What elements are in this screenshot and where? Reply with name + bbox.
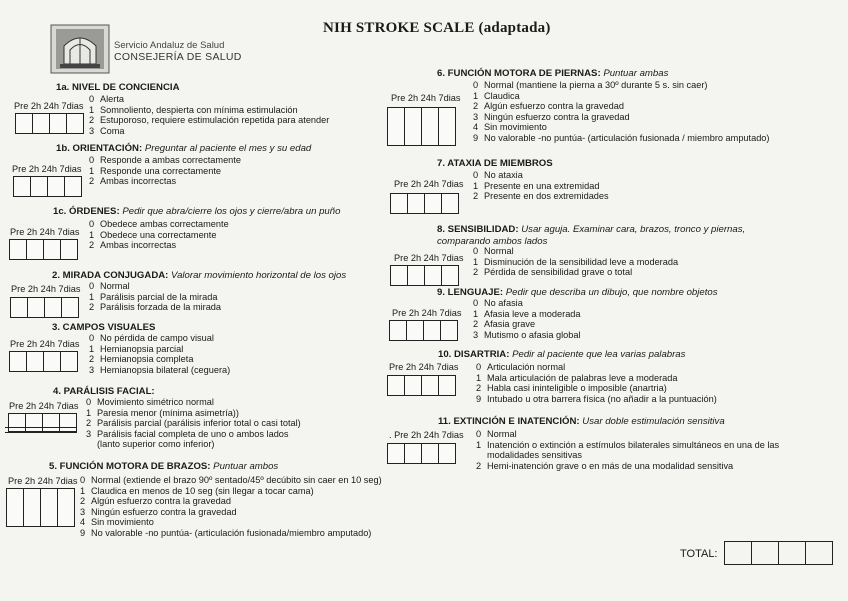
option: 1 Presente en una extremidad — [473, 180, 600, 191]
option: 1 Disminución de la sensibilidad leve a moderada — [473, 256, 679, 267]
option-continuation: (lanto superior como inferior) — [97, 439, 215, 450]
score-cell[interactable] — [424, 266, 441, 285]
score-cell[interactable] — [61, 298, 78, 317]
option: 2 Ambas incorrectas — [89, 240, 177, 251]
score-cell[interactable] — [25, 414, 42, 431]
column-label: Pre 2h 24h 7dias — [8, 476, 78, 486]
section-heading: 5. FUNCIÓN MOTORA DE BRAZOS: Puntuar ambos — [49, 461, 279, 472]
option: 1 Claudica — [473, 90, 520, 101]
score-cell[interactable] — [60, 240, 77, 259]
score-cell[interactable] — [40, 489, 57, 526]
score-cell[interactable] — [390, 321, 406, 340]
option: 3 Ningún esfuerzo contra la gravedad — [80, 506, 237, 517]
section-11 — [438, 416, 725, 428]
option: 0 Articulación normal — [476, 362, 566, 372]
column-label: Pre 2h 24h 7dias — [394, 179, 464, 189]
options-8 — [473, 246, 678, 278]
options-9 — [473, 298, 581, 340]
score-cell[interactable] — [421, 108, 438, 145]
options-1a — [89, 94, 329, 136]
option: 1 Paresia menor (mínima asimetría)) — [86, 407, 239, 418]
option: 2 Estuporoso, requiere estimulación repetida para atender — [89, 115, 330, 126]
score-cell[interactable] — [388, 376, 404, 395]
option: 2 Presente en dos extremidades — [473, 191, 609, 202]
option: 3 Parálisis facial completa de uno o ambos lados — [86, 428, 289, 439]
option: 1 Parálisis parcial de la mirada — [89, 291, 218, 302]
section-heading: 9. LENGUAJE: Pedir que describa un dibujo, que nombre objetos — [437, 287, 718, 298]
option: 2 Algún esfuerzo contra la gravedad — [80, 496, 231, 507]
options-10 — [476, 362, 717, 404]
column-label: Pre 2h 24h 7dias — [389, 362, 459, 372]
score-boxes-10[interactable] — [387, 375, 456, 396]
score-cell[interactable] — [42, 414, 59, 431]
score-boxes-11[interactable] — [387, 443, 456, 464]
option: 4 Sin movimiento — [80, 517, 154, 528]
score-cell[interactable] — [423, 321, 440, 340]
option: 2 Parálisis forzada de la mirada — [89, 302, 222, 313]
options-3 — [89, 333, 230, 375]
option: 2 Ambas incorrectas — [89, 176, 177, 187]
option: 1 Claudica en menos de 10 seg (sin llegar a tocar cama) — [80, 485, 314, 496]
andalusia-health-logo — [50, 24, 110, 74]
score-boxes-4[interactable] — [8, 413, 77, 432]
column-label: . Pre 2h 24h 7dias — [389, 430, 464, 440]
section-heading: 10. DISARTRIA: Pedir al paciente que lea varias palabras — [438, 349, 686, 360]
score-cell[interactable] — [16, 114, 32, 133]
option: 4 Sin movimiento — [473, 122, 547, 133]
column-label: Pre 2h 24h 7dias — [11, 284, 81, 294]
section-8 — [437, 224, 745, 247]
option: 2 Afasia grave — [473, 319, 536, 330]
score-cell[interactable] — [26, 240, 43, 259]
section-heading: 4. PARÁLISIS FACIAL: — [53, 386, 155, 397]
options-1b — [89, 155, 241, 187]
section-1c — [53, 206, 340, 218]
score-cell[interactable] — [421, 444, 438, 463]
score-cell[interactable] — [10, 352, 26, 371]
score-cell[interactable] — [424, 194, 441, 213]
options-6 — [473, 80, 769, 144]
score-cell[interactable] — [404, 444, 421, 463]
option: 2 Hemi-inatención grave o en más de una modalidad sensitiva — [476, 460, 734, 471]
score-cell[interactable] — [388, 108, 404, 145]
score-cell[interactable] — [438, 108, 455, 145]
score-boxes-5[interactable] — [6, 488, 75, 527]
score-cell[interactable] — [7, 489, 23, 526]
options-5 — [80, 475, 382, 539]
option: 2 Algún esfuerzo contra la gravedad — [473, 101, 624, 112]
score-cell[interactable] — [725, 542, 751, 564]
score-cell[interactable] — [407, 266, 424, 285]
section-heading: 11. EXTINCIÓN E INATENCIÓN: Usar doble estimulación sensitiva — [438, 416, 725, 427]
option: 2 Hemianopsia completa — [89, 354, 194, 365]
score-cell[interactable] — [441, 194, 458, 213]
column-label: Pre 2h 24h 7dias — [394, 253, 464, 263]
score-cell[interactable] — [438, 376, 455, 395]
score-boxes-3[interactable] — [9, 351, 78, 372]
option: 9 No valorable -no puntúa- (articulación fusionada/miembro amputado) — [80, 527, 372, 538]
section-heading: 3. CAMPOS VISUALES — [52, 322, 156, 333]
score-cell[interactable] — [57, 489, 74, 526]
score-boxes-1b[interactable] — [13, 176, 82, 197]
option: 1 Responde una correctamente — [89, 165, 222, 176]
score-cell[interactable] — [32, 114, 49, 133]
option: 1 Somnoliento, despierta con mínima estimulación — [89, 104, 298, 115]
score-boxes-1c[interactable] — [9, 239, 78, 260]
column-label: Pre 2h 24h 7dias — [14, 101, 84, 111]
score-cell[interactable] — [406, 321, 423, 340]
options-11 — [476, 429, 826, 471]
score-boxes-1a[interactable] — [15, 113, 84, 134]
score-cell[interactable] — [23, 489, 40, 526]
section-heading: 1b. ORIENTACIÓN: Preguntar al paciente el mes y su edad — [56, 143, 312, 154]
section-5 — [49, 461, 278, 473]
option: 3 Ningún esfuerzo contra la gravedad — [473, 111, 630, 122]
option: 9 Intubado u otra barrera física (no añadir a la puntuación) — [476, 393, 717, 404]
option: 0 Responde a ambas correctamente — [89, 155, 241, 165]
strike-line — [5, 432, 77, 433]
score-cell[interactable] — [14, 177, 30, 196]
options-1c — [89, 219, 229, 251]
score-cell[interactable] — [11, 298, 27, 317]
score-cell[interactable] — [391, 266, 407, 285]
section-heading: 8. SENSIBILIDAD: Usar aguja. Examinar cara, brazos, tronco y piernas, — [437, 224, 746, 235]
option: 0 Normal (extiende el brazo 90º sentado/45º decúbito sin caer en 10 seg) — [80, 475, 382, 485]
score-boxes-2[interactable] — [10, 297, 79, 318]
column-label: Pre 2h 24h 7dias — [10, 227, 80, 237]
score-cell[interactable] — [388, 444, 404, 463]
score-cell[interactable] — [407, 194, 424, 213]
org-name: Servicio Andaluz de Salud — [114, 40, 225, 51]
score-cell[interactable] — [43, 240, 60, 259]
option: 2 Parálisis parcial (parálisis inferior total o casi total) — [86, 418, 301, 429]
score-cell[interactable] — [27, 298, 44, 317]
option: 9 No valorable -no puntúa- (articulación fusionada / miembro amputado) — [473, 132, 770, 143]
option: 0 Normal — [473, 246, 514, 256]
score-cell[interactable] — [30, 177, 47, 196]
section-heading: 7. ATAXIA DE MIEMBROS — [437, 158, 553, 169]
option: 1 Obedece una correctamente — [89, 229, 217, 240]
section-1a — [56, 82, 180, 94]
column-label: Pre 2h 24h 7dias — [9, 401, 79, 411]
score-cell[interactable] — [441, 266, 458, 285]
option: 0 No afasia — [473, 298, 523, 308]
option: 0 Movimiento simétrico normal — [86, 397, 214, 407]
score-cell[interactable] — [9, 414, 25, 431]
section-heading: 1a. NIVEL DE CONCIENCIA — [56, 82, 180, 93]
score-boxes-9[interactable] — [389, 320, 458, 341]
score-cell[interactable] — [64, 177, 81, 196]
option: 3 Hemianopsia bilateral (ceguera) — [89, 364, 231, 375]
option: 2 Pérdida de sensibilidad grave o total — [473, 267, 633, 278]
total-score-boxes[interactable] — [724, 541, 833, 565]
score-boxes-6[interactable] — [387, 107, 456, 146]
score-cell[interactable] — [778, 542, 805, 564]
score-cell[interactable] — [404, 376, 421, 395]
option: 1 Mala articulación de palabras leve a moderada — [476, 372, 678, 383]
option: 1 Afasia leve a moderada — [473, 308, 581, 319]
score-cell[interactable] — [805, 542, 832, 564]
score-cell[interactable] — [44, 298, 61, 317]
option: 3 Coma — [89, 125, 125, 136]
option: 0 No ataxia — [473, 170, 523, 180]
option: 3 Mutismo o afasia global — [473, 329, 581, 340]
options-4 — [86, 397, 301, 450]
column-label: Pre 2h 24h 7dias — [12, 164, 82, 174]
section-1b — [56, 143, 311, 155]
options-7 — [473, 170, 609, 202]
score-cell[interactable] — [438, 444, 455, 463]
section-heading: 6. FUNCIÓN MOTORA DE PIERNAS: Puntuar ambas — [437, 68, 669, 79]
score-cell[interactable] — [60, 352, 77, 371]
column-label: Pre 2h 24h 7dias — [10, 339, 80, 349]
section-note: comparando ambos lados — [437, 236, 548, 247]
section-heading: 2. MIRADA CONJUGADA: Valorar movimiento horizontal de los ojos — [52, 270, 347, 281]
option: 1 Hemianopsia parcial — [89, 343, 184, 354]
score-cell[interactable] — [49, 114, 66, 133]
score-boxes-8[interactable] — [390, 265, 459, 286]
option: 0 Normal — [476, 429, 517, 439]
option: 2 Habla casi ininteligible o imposible (anartria) — [476, 383, 667, 394]
score-cell[interactable] — [391, 194, 407, 213]
score-cell[interactable] — [751, 542, 778, 564]
score-cell[interactable] — [47, 177, 64, 196]
section-7 — [437, 158, 553, 170]
option: 0 Obedece ambas correctamente — [89, 219, 229, 229]
strike-line — [5, 427, 77, 428]
score-cell[interactable] — [440, 321, 457, 340]
score-cell[interactable] — [66, 114, 83, 133]
score-boxes-7[interactable] — [390, 193, 459, 214]
score-cell[interactable] — [59, 414, 76, 431]
option: 0 Normal — [89, 281, 130, 291]
option: 0 Alerta — [89, 94, 125, 104]
score-cell[interactable] — [10, 240, 26, 259]
option: 0 No pérdida de campo visual — [89, 333, 214, 343]
section-heading: 1c. ÓRDENES: Pedir que abra/cierre los ojos y cierre/abra un puño — [53, 206, 341, 217]
option: 0 Normal (mantiene la pierna a 30º durante 5 s. sin caer) — [473, 80, 708, 90]
section-6 — [437, 68, 668, 80]
score-cell[interactable] — [26, 352, 43, 371]
section-10 — [438, 349, 685, 361]
score-cell[interactable] — [421, 376, 438, 395]
score-cell[interactable] — [404, 108, 421, 145]
column-label: Pre 2h 24h 7dias — [391, 93, 461, 103]
org-department: CONSEJERÍA DE SALUD — [114, 51, 242, 63]
option: 1 Inatención o extinción a estímulos bilaterales simultáneos en una de las modalidades sensitivas — [476, 439, 780, 461]
column-label: Pre 2h 24h 7dias — [392, 308, 462, 318]
options-2 — [89, 281, 221, 313]
total-label: TOTAL: — [680, 548, 718, 560]
page-title: NIH STROKE SCALE (adaptada) — [323, 20, 551, 36]
score-cell[interactable] — [43, 352, 60, 371]
